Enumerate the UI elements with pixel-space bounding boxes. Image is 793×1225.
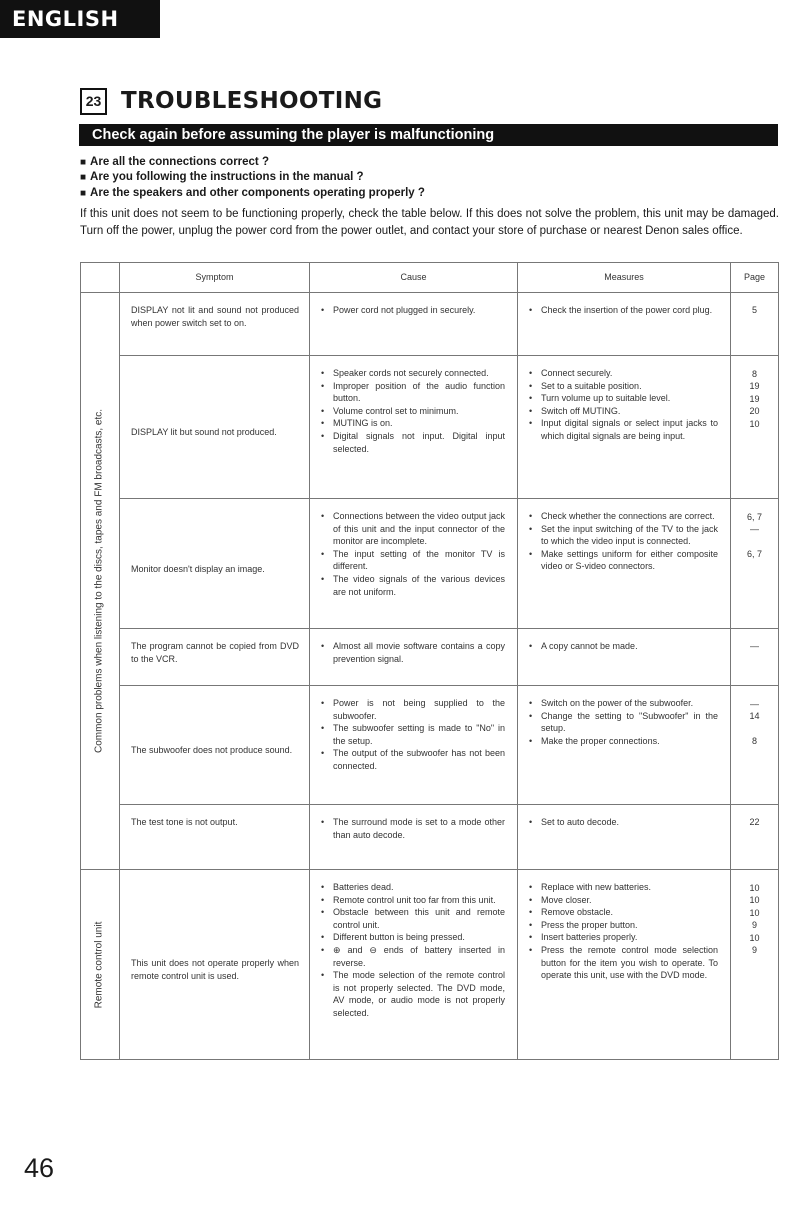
measure-item: • Turn volume up to suitable level. [528, 392, 718, 405]
section-number: 23 [80, 88, 107, 115]
table-header-row [81, 263, 779, 293]
measure-item: • Make the proper connections. [528, 735, 718, 748]
page-ref: 22 [749, 817, 760, 827]
page-ref: 14 [749, 711, 760, 722]
cause-item: • MUTING is on. [320, 417, 505, 430]
page-ref: 5 [751, 305, 757, 315]
measures-cell [518, 356, 731, 499]
page-cell [731, 870, 779, 1060]
cause-item: • Connections between the video output jack of this unit and the input connector of the monitor are incomplete. [320, 510, 505, 548]
measures-header: Measures [518, 263, 731, 293]
cause-item: • ⊕ and ⊖ ends of battery inserted in reverse. [320, 944, 505, 969]
cause-item: • Digital signals not input. Digital input selected. [320, 430, 505, 455]
symptom-text: DISPLAY not lit and sound not produced when power switch set to on. [131, 305, 299, 328]
category-label [81, 870, 120, 1060]
symptom-cell [120, 686, 310, 805]
page-ref: 20 [749, 406, 760, 417]
page-cell [731, 499, 779, 629]
measure-item: • Make settings uniform for either composite video or S-video connectors. [528, 548, 718, 573]
measure-item: • Switch on the power of the subwoofer. [528, 697, 718, 710]
cause-item: • The video signals of the various devices are not uniform. [320, 573, 505, 598]
cause-item: • Different button is being pressed. [320, 931, 505, 944]
measure-item: • Switch off MUTING. [528, 405, 718, 418]
measures-cell [518, 686, 731, 805]
cause-item: • Speaker cords not securely connected. [320, 367, 505, 380]
cause-cell [310, 805, 518, 870]
cause-item: • Batteries dead. [320, 881, 505, 894]
measure-item: • Remove obstacle. [528, 906, 718, 919]
cause-item: • Power is not being supplied to the subwoofer. [320, 697, 505, 722]
page-number: 46 [24, 1153, 55, 1183]
table-row [81, 293, 779, 356]
symptom-text: Monitor doesn't display an image. [131, 563, 265, 574]
symptom-text: DISPLAY lit but sound not produced. [131, 427, 277, 438]
cause-item: • The surround mode is set to a mode other than auto decode. [320, 816, 505, 841]
cause-item: • Improper position of the audio function button. [320, 380, 505, 405]
symptom-text: The test tone is not output. [131, 817, 238, 827]
measure-item: • Press the proper button. [528, 919, 718, 932]
cause-item: • The output of the subwoofer has not been connected. [320, 747, 505, 772]
language-tab: ENGLISH [0, 0, 160, 38]
page-ref: 19 [749, 393, 760, 404]
cause-item: • Remote control unit too far from this unit. [320, 894, 505, 907]
category-label [81, 293, 120, 870]
page-ref: 8 [751, 736, 757, 747]
measure-item: • A copy cannot be made. [528, 640, 718, 653]
symptom-cell [120, 293, 310, 356]
page-cell [731, 356, 779, 499]
page-ref: 19 [749, 381, 760, 392]
page-ref: 8 [751, 368, 757, 379]
page-title: TROUBLESHOOTING [121, 88, 383, 114]
measures-cell [518, 293, 731, 356]
measure-item: • Check the insertion of the power cord plug. [528, 304, 718, 317]
cause-item: • The input setting of the monitor TV is different. [320, 548, 505, 573]
cause-item: • The subwoofer setting is made to "No" in the setup. [320, 722, 505, 747]
cause-cell [310, 870, 518, 1060]
cause-header: Cause [310, 263, 518, 293]
measure-item: • Change the setting to "Subwoofer" in the setup. [528, 710, 718, 735]
measure-item: • Input digital signals or select input jacks to which digital signals are being input. [528, 417, 718, 442]
measures-cell [518, 499, 731, 629]
measure-item: • Press the remote control mode selection button for the item you wish to operate. To operate this unit, use with the DVD mode. [528, 944, 718, 982]
table-row [81, 686, 779, 805]
measure-item: • Set the input switching of the TV to the jack to which the video input is connected. [528, 523, 718, 548]
cause-item: • Obstacle between this unit and remote control unit. [320, 906, 505, 931]
measure-item: • Check whether the connections are correct. [528, 510, 718, 523]
page-ref: 6, 7 [746, 511, 762, 522]
cause-cell [310, 686, 518, 805]
measure-item: • Insert batteries properly. [528, 931, 718, 944]
symptom-text: This unit does not operate properly when remote control unit is used. [131, 958, 299, 981]
measures-cell [518, 805, 731, 870]
cause-item: • Power cord not plugged in securely. [320, 304, 505, 317]
check-banner: Check again before assuming the player is malfunctioning [79, 124, 778, 146]
checklist-item: ■ Are all the connections correct ? [80, 155, 425, 170]
cause-cell [310, 356, 518, 499]
checklist-item: ■ Are the speakers and other components operating properly ? [80, 186, 425, 201]
page-ref: 10 [749, 895, 760, 906]
measure-item: • Replace with new batteries. [528, 881, 718, 894]
checklist [80, 155, 425, 201]
table-row [81, 499, 779, 629]
symptom-header: Symptom [120, 263, 310, 293]
cause-item: • Almost all movie software contains a copy prevention signal. [320, 640, 505, 665]
section-heading [80, 86, 382, 116]
troubleshooting-table [80, 262, 779, 1060]
page-cell [731, 293, 779, 356]
symptom-cell [120, 629, 310, 686]
page-ref: 9 [751, 945, 757, 956]
cause-cell [310, 499, 518, 629]
intro-paragraph: If this unit does not seem to be functioning properly, check the table below. If this does not solve the problem, this unit may be damaged. Turn off the power, unplug the power cord from the power outlet, and contact your store of purchase or nearest Denon sales office. [80, 208, 779, 237]
checklist-item: ■ Are you following the instructions in the manual ? [80, 170, 425, 185]
cause-cell [310, 629, 518, 686]
measures-cell [518, 870, 731, 1060]
measure-item: • Move closer. [528, 894, 718, 907]
page-header: Page [731, 263, 779, 293]
table-row [81, 870, 779, 1060]
page-cell [731, 805, 779, 870]
category-text: Common problems when listening to the discs, tapes and FM broadcasts, etc. [93, 408, 105, 754]
measures-cell [518, 629, 731, 686]
cause-item: • Volume control set to minimum. [320, 405, 505, 418]
category-text: Remote control unit [93, 921, 105, 1008]
page-ref: 9 [751, 920, 757, 931]
page-ref: 10 [749, 418, 760, 429]
symptom-cell [120, 356, 310, 499]
table-row [81, 805, 779, 870]
page-ref: 6, 7 [746, 549, 762, 560]
symptom-cell [120, 499, 310, 629]
measure-item: • Set to a suitable position. [528, 380, 718, 393]
page-cell [731, 686, 779, 805]
page-cell [731, 629, 779, 686]
page-ref: 10 [749, 907, 760, 918]
measure-item: • Connect securely. [528, 367, 718, 380]
page-ref: — [750, 698, 759, 709]
page-ref: — [750, 641, 759, 651]
symptom-cell [120, 870, 310, 1060]
page-ref: — [750, 524, 759, 535]
page-ref: 10 [749, 932, 760, 943]
table-row [81, 629, 779, 686]
symptom-cell [120, 805, 310, 870]
symptom-text: The program cannot be copied from DVD to the VCR. [131, 641, 299, 664]
cause-cell [310, 293, 518, 356]
table-row [81, 356, 779, 499]
cause-item: • The mode selection of the remote control is not properly selected. The DVD mode, AV mode, or audio mode is not properly selected. [320, 969, 505, 1019]
measure-item: • Set to auto decode. [528, 816, 718, 829]
page-ref: 10 [749, 882, 760, 893]
category-header [81, 263, 120, 293]
symptom-text: The subwoofer does not produce sound. [131, 745, 293, 756]
